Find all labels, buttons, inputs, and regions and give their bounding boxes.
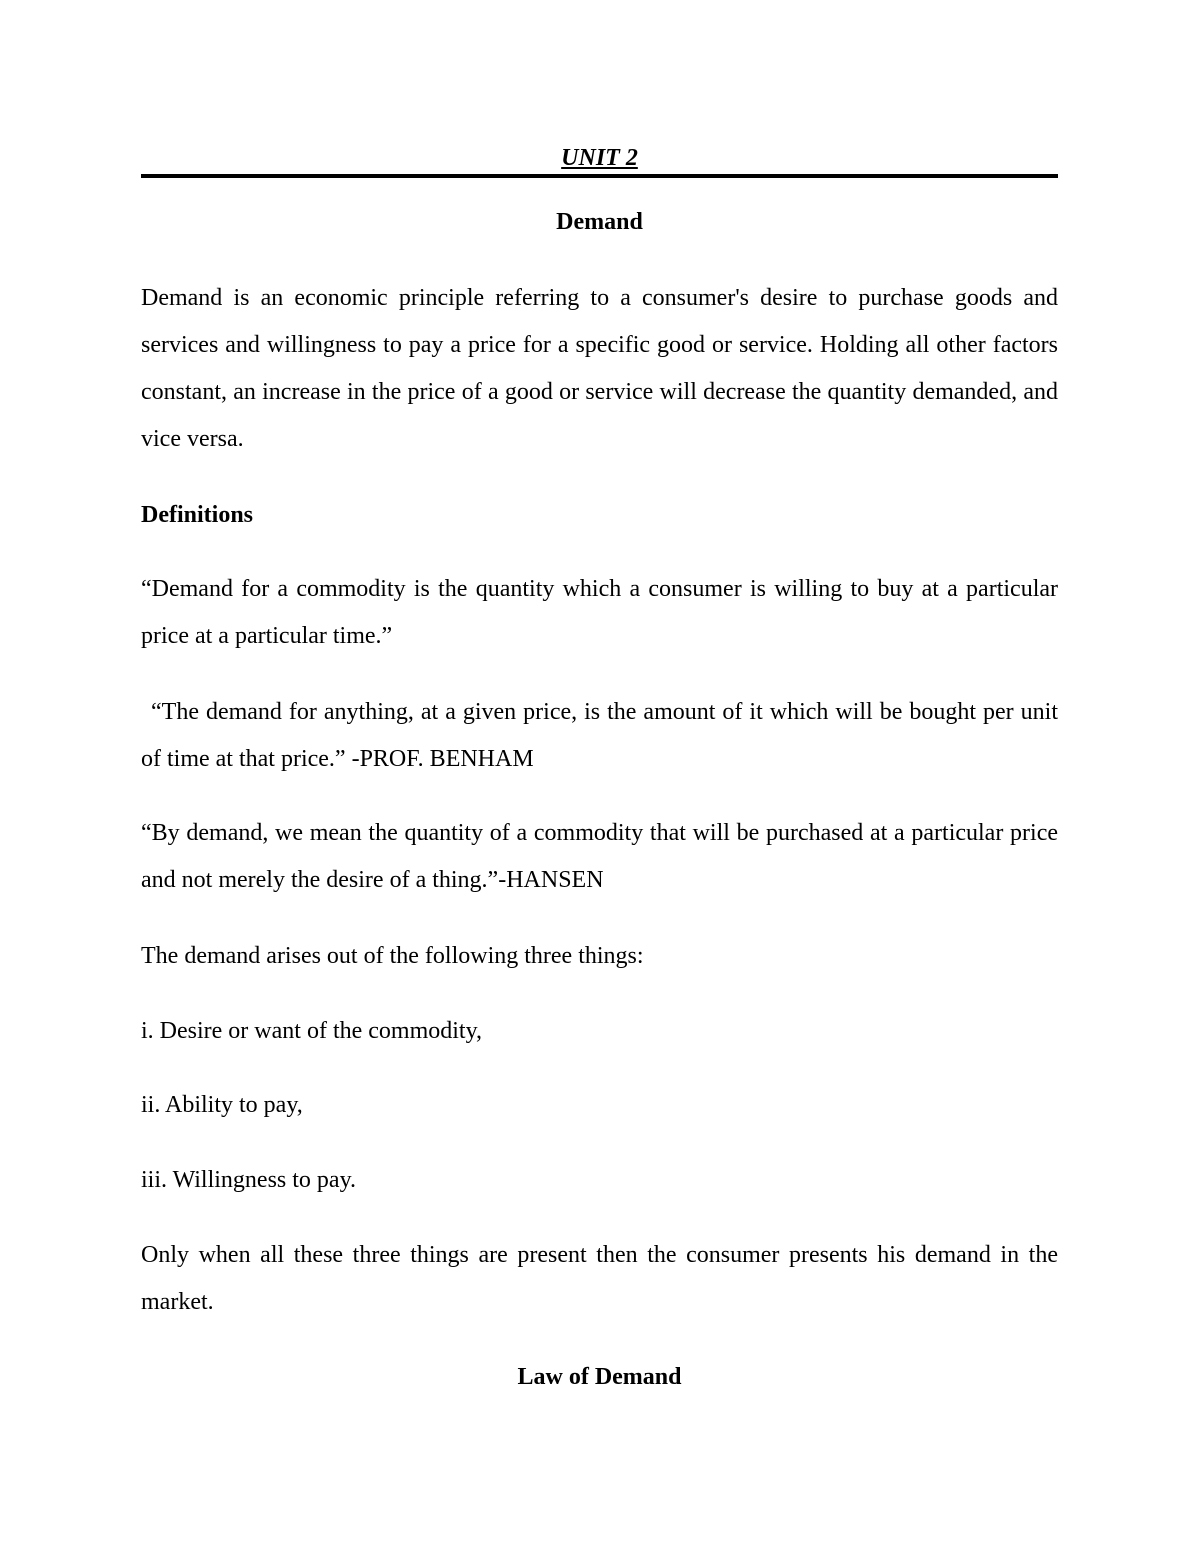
definition-3: “By demand, we mean the quantity of a commodity that will be purchased at a particular price and not merely the desire of a thing.”-HANSEN <box>141 820 1058 893</box>
definition-1: “Demand for a commodity is the quantity which a consumer is willing to buy at a particular price at a particular time.” <box>141 576 1058 649</box>
list-item: i. Desire or want of the commodity, <box>141 1018 483 1044</box>
definition-2: “The demand for anything, at a given price, is the amount of it which will be bought per unit of time at that price.” -PROF. BENHAM <box>141 699 1058 772</box>
definitions-heading: Definitions <box>141 502 254 528</box>
law-of-demand-heading: Law of Demand <box>517 1364 682 1390</box>
title-divider <box>141 174 1058 178</box>
unit-title: UNIT 2 <box>561 145 638 171</box>
list-item: iii. Willingness to pay. <box>141 1167 357 1193</box>
three-things-intro: The demand arises out of the following three things: <box>141 943 644 969</box>
list-item: ii. Ability to pay, <box>141 1092 303 1118</box>
conclusion-paragraph: Only when all these three things are present then the consumer presents his demand in the market. <box>141 1242 1058 1315</box>
section-title: Demand <box>556 209 643 235</box>
intro-paragraph: Demand is an economic principle referring to a consumer's desire to purchase goods and services and willingness to pay a price for a specific good or service. Holding all other factors constant, an increase in the price of a good or service will decrease the quantity demanded, and vice versa. <box>141 285 1058 452</box>
